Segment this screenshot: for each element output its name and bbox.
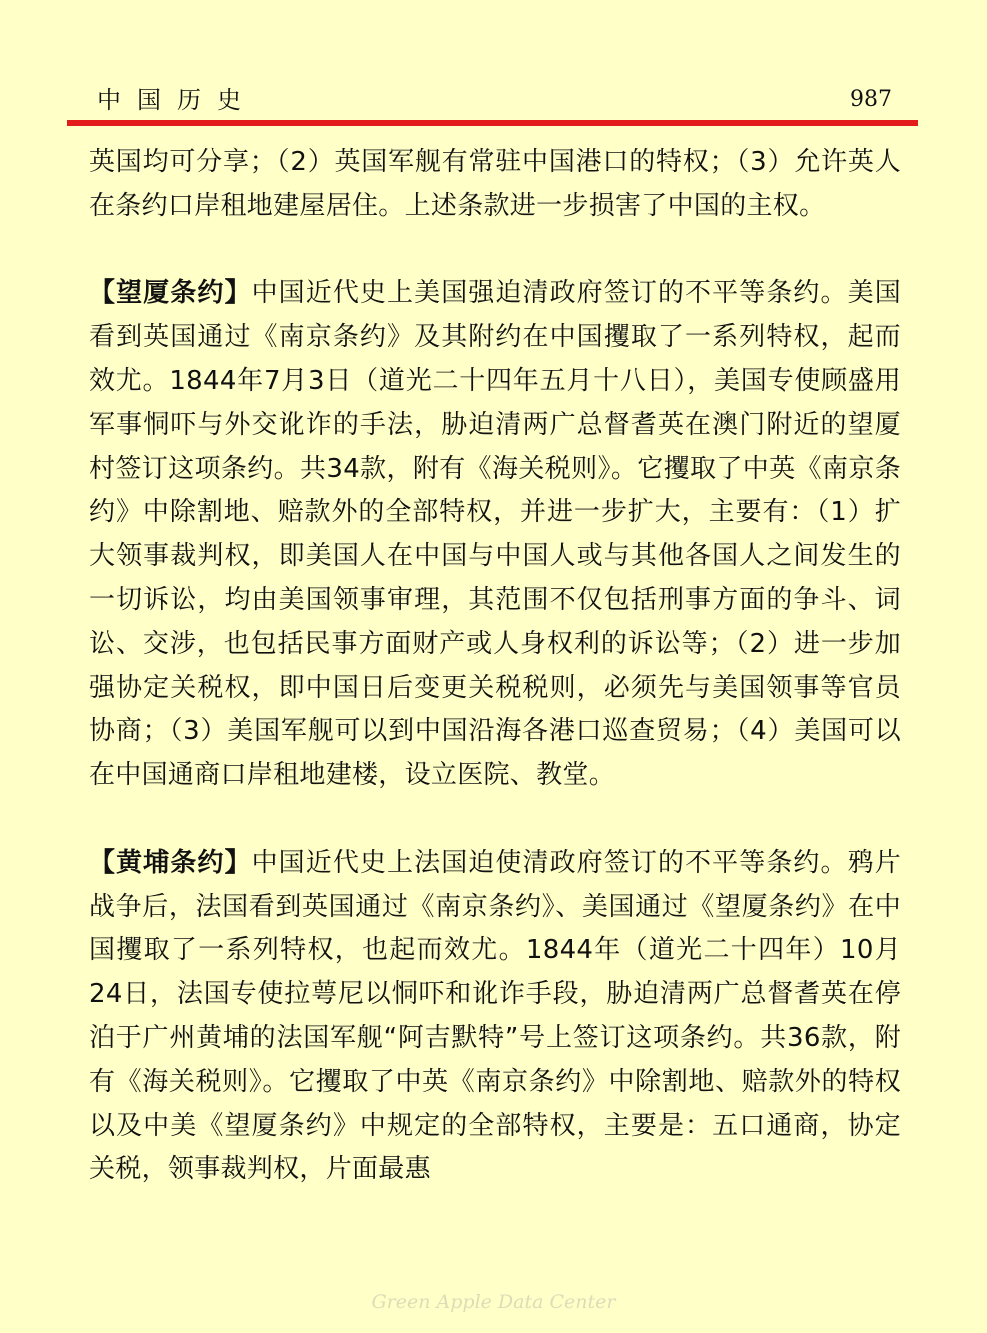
header-rule: [67, 120, 918, 126]
watermark: Green Apple Data Center: [371, 1291, 616, 1313]
page-header: [97, 84, 892, 116]
entry-text: 中国近代史上法国迫使清政府签订的不平等条约。鸦片战争后，法国看到英国通过《南京条约》、美国通过《望厦条约》在中国攫取了一系列特权，也起而效尤。1844年（道光二十四年）10月24日，法国专使拉萼尼以恫吓和讹诈手段，胁迫清两广总督耆英在停泊于广州黄埔的法国军舰“阿吉默特”号上签订这项条约。共36款，附有《海关税则》。它攫取了中英《南京条约》中除割地、赔款外的特权以及中美《望厦条约》中规定的全部特权，主要是：五口通商，协定关税，领事裁判权，片面最惠: [89, 847, 901, 1185]
page-number: 987: [850, 87, 892, 112]
entry-whampoa-treaty: [89, 842, 901, 1192]
entry-title: 【黄埔条约】: [89, 847, 252, 878]
paragraph-text: 英国均可分享；（2）英国军舰有常驻中国港口的特权；（3）允许英人在条约口岸租地建屋居住。上述条款进一步损害了中国的主权。: [89, 147, 901, 221]
page-body: [89, 141, 901, 1192]
paragraph-continuation: [89, 141, 901, 229]
entry-title: 【望厦条约】: [89, 278, 252, 309]
entry-wangxia-treaty: [89, 272, 901, 798]
entry-text: 中国近代史上美国强迫清政府签订的不平等条约。美国看到英国通过《南京条约》及其附约在中国攫取了一系列特权，起而效尤。1844年7月3日（道光二十四年五月十八日），美国专使顾盛用军事恫吓与外交讹诈的手法，胁迫清两广总督耆英在澳门附近的望厦村签订这项条约。共34款，附有《海关税则》。它攫取了中英《南京条约》中除割地、赔款外的全部特权，并进一步扩大，主要有：（1）扩大领事裁判权，即美国人在中国与中国人或与其他各国人之间发生的一切诉讼，均由美国领事审理，其范围不仅包括刑事方面的争斗、词讼、交涉，也包括民事方面财产或人身权利的诉讼等；（2）进一步加强协定关税权，即中国日后变更关税税则，必须先与美国领事等官员协商；（3）美国军舰可以到中国沿海各港口巡查贸易；（4）美国可以在中国通商口岸租地建楼，设立医院、教堂。: [89, 278, 901, 791]
book-title: 中国历史: [97, 86, 257, 114]
